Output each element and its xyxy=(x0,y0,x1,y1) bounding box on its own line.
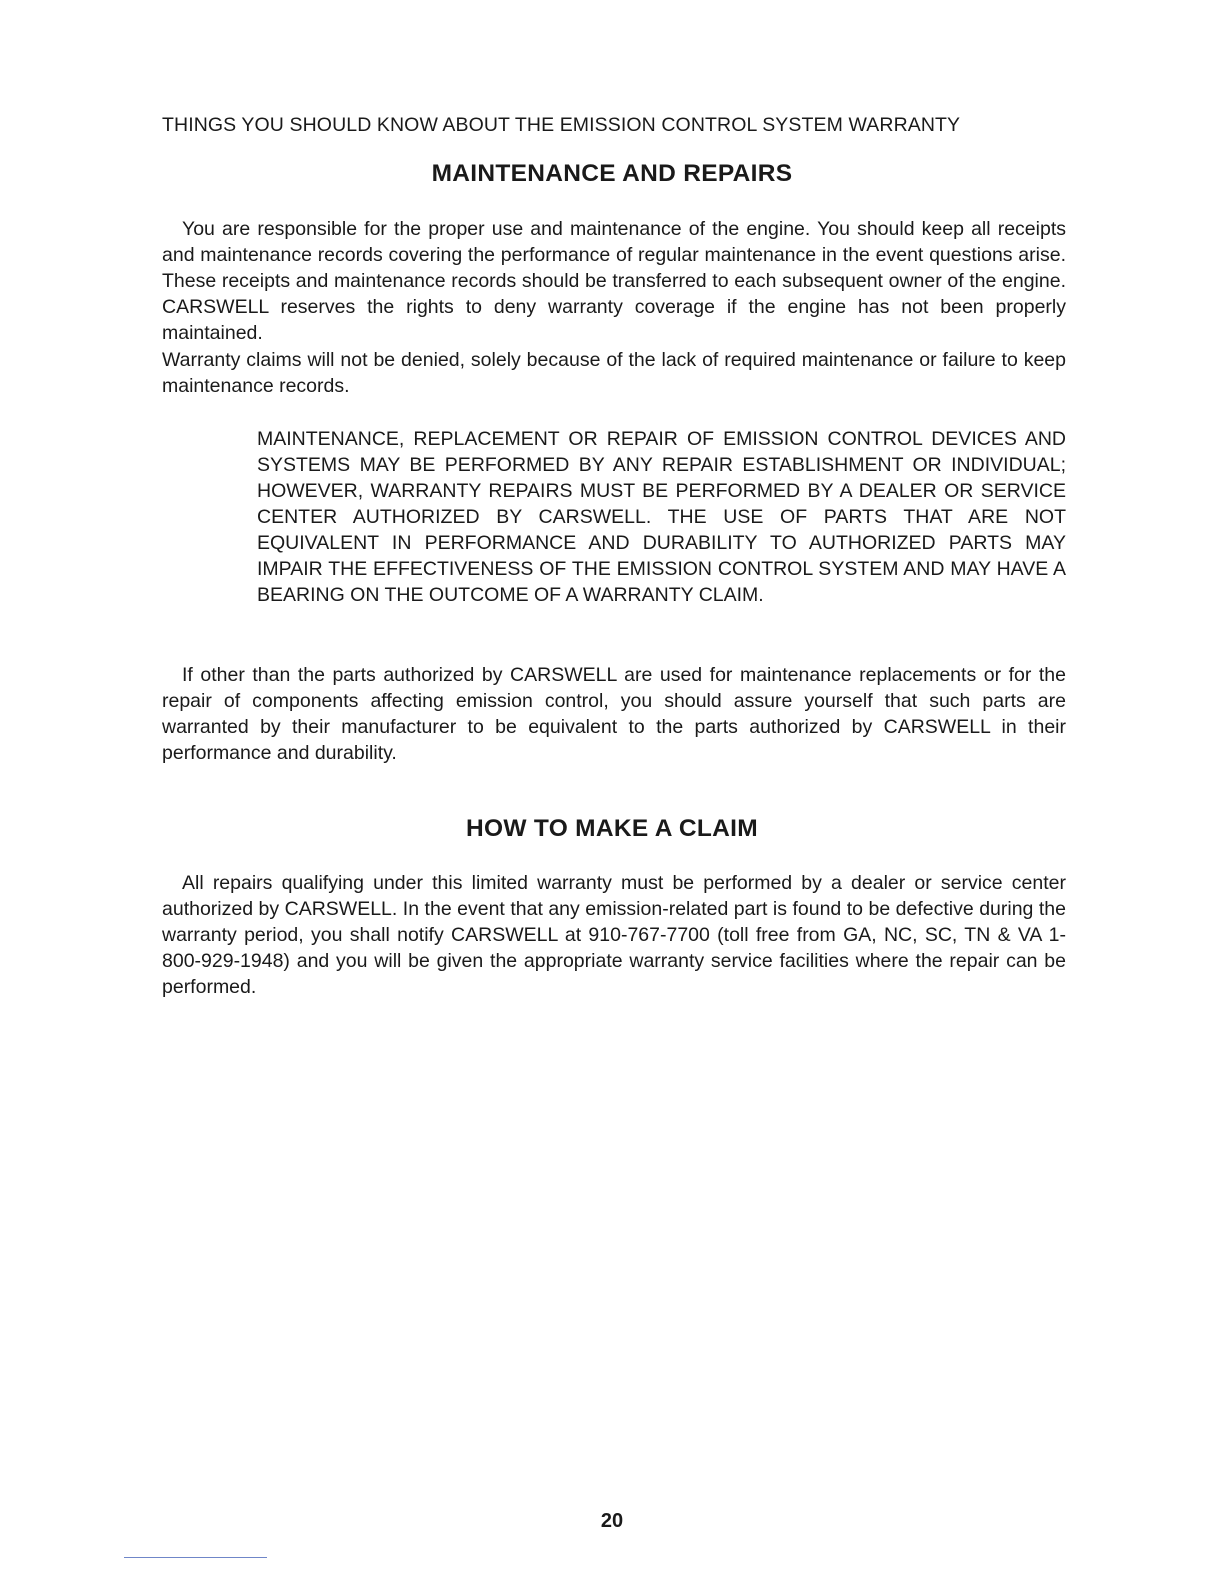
page-number: 20 xyxy=(600,1510,624,1532)
claim-paragraph: All repairs qualifying under this limited warranty must be performed by a dealer or service center authorized by CARSWELL. In the event that any emission-related part is found to be defective during the warranty period, you shall notify CARSWELL at 910-767-7700 (toll free from GA, NC, SC, TN & VA 1-800-929-1948) and you will be given the appropriate warranty service facilities where the repair can be performed. xyxy=(162,872,1066,998)
footer-divider xyxy=(124,1557,267,1558)
other-parts-paragraph: If other than the parts authorized by CARSWELL are used for maintenance replacements or for the repair of components affecting emission control, you should assure yourself that such parts are warranted by their manufacturer to be equivalent to the parts authorized by CARSWELL in their performance and durability. xyxy=(162,664,1066,764)
claim-heading: HOW TO MAKE A CLAIM xyxy=(466,815,758,842)
maintenance-heading: MAINTENANCE AND REPAIRS xyxy=(431,160,793,187)
responsibility-paragraph: You are responsible for the proper use and maintenance of the engine. You should keep all receipts and maintenance records covering the performance of regular maintenance in the event questions arise. These receipts and maintenance records should be transferred to each subsequent owner of the engine. CARSWELL reserves the rights to deny warranty coverage if the engine has not been properly maintained. xyxy=(162,218,1066,344)
repair-notice-paragraph: MAINTENANCE, REPLACEMENT OR REPAIR OF EMISSION CONTROL DEVICES AND SYSTEMS MAY BE PERFORMED BY ANY REPAIR ESTABLISHMENT OR INDIVIDUAL; HOWEVER, WARRANTY REPAIRS MUST BE PERFORMED BY A DEALER OR SERVICE CENTER AUTHORIZED BY CARSWELL. THE USE OF PARTS THAT ARE NOT EQUIVALENT IN PERFORMANCE AND DURABILITY TO AUTHORIZED PARTS MAY IMPAIR THE EFFECTIVENESS OF THE EMISSION CONTROL SYSTEM AND MAY HAVE A BEARING ON THE OUTCOME OF A WARRANTY CLAIM. xyxy=(257,428,1066,606)
claims-denied-paragraph: Warranty claims will not be denied, solely because of the lack of required maintenance or failure to keep maintenance records. xyxy=(162,349,1066,397)
running-head: THINGS YOU SHOULD KNOW ABOUT THE EMISSION CONTROL SYSTEM WARRANTY xyxy=(162,114,961,136)
